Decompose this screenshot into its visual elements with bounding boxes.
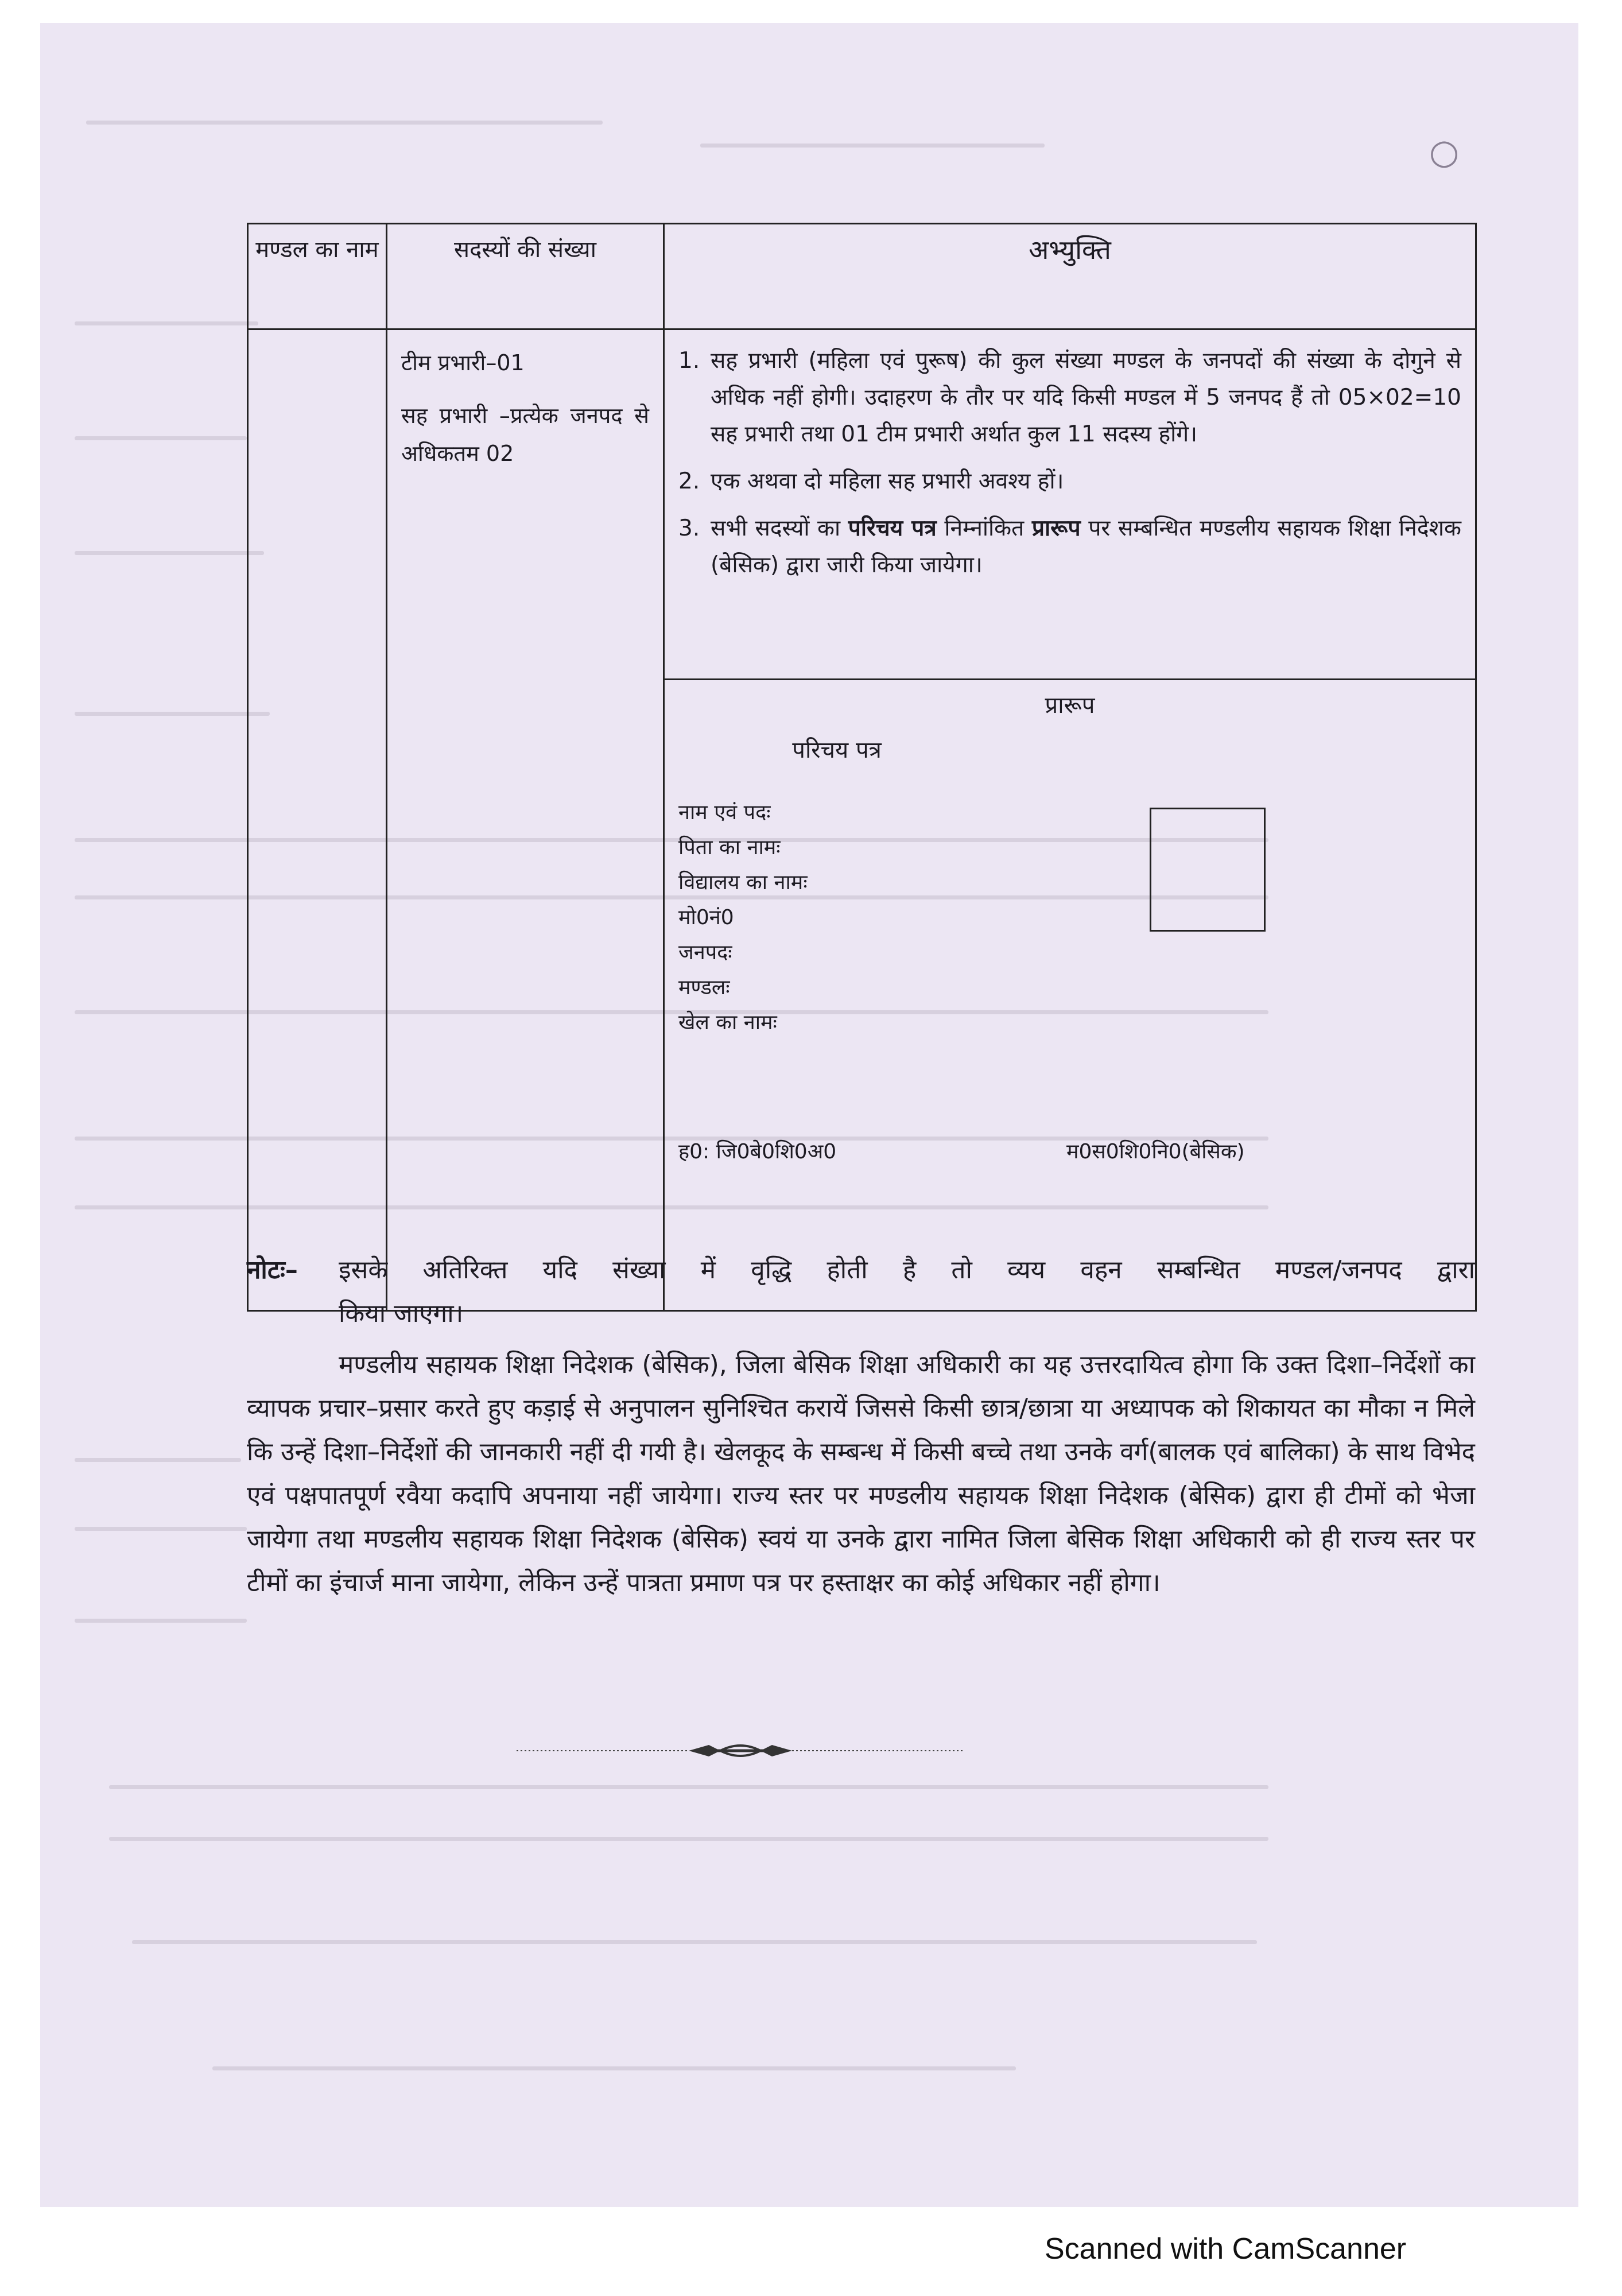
- remark-number: 2.: [678, 468, 700, 494]
- note-line-2: किया जाएगा।: [339, 1299, 464, 1328]
- note-label: नोटः–: [247, 1255, 298, 1285]
- table-header-row: [248, 224, 1476, 329]
- field-sport-name: खेल का नामः: [678, 1011, 777, 1034]
- ornamental-divider: [517, 1739, 964, 1762]
- field-school-name: विद्यालय का नामः: [678, 871, 808, 894]
- signature-director: म0स0शि0नि0(बेसिक): [1066, 1140, 1245, 1163]
- bleed-line: [75, 436, 247, 440]
- remark-text: सभी सदस्यों का परिचय पत्र निम्नांकित प्रारूप पर सम्बन्धित मण्डलीय सहायक शिक्षा निदेशक (बेसिक) द्वारा जारी किया जायेगा।: [711, 515, 1461, 578]
- table-body-row: [248, 329, 1476, 1311]
- note-line-1: इसके अतिरिक्त यदि संख्या में वृद्धि होती है तो व्यय वहन सम्बन्धित मण्डल/जनपद द्वारा: [339, 1255, 1475, 1285]
- bleed-line: [75, 1619, 247, 1623]
- remark-item: [678, 510, 1461, 584]
- remark-item: [678, 463, 1461, 500]
- members-table: [247, 223, 1477, 1312]
- team-incharge-text: टीम प्रभारी–01: [401, 350, 525, 375]
- camscanner-watermark: Scanned with CamScanner: [1045, 2232, 1407, 2266]
- bleed-line: [132, 1940, 1257, 1944]
- bleed-line: [109, 1837, 1268, 1841]
- remark-item: [678, 343, 1461, 453]
- field-name-designation: नाम एवं पदः: [678, 801, 771, 824]
- bold-format: प्रारूप: [1031, 515, 1081, 541]
- remark-number: 3.: [678, 515, 700, 541]
- responsibility-paragraph: मण्डलीय सहायक शिक्षा निदेशक (बेसिक), जिला बेसिक शिक्षा अधिकारी का यह उत्तरदायित्व होगा कि उक्त दिशा–निर्देशों का व्यापक प्रचार–प्रसार करते हुए कड़ाई से अनुपालन सुनिश्चित करायें जिससे किसी छात्र/छात्रा या अध्यापक को शिकायत का मौका न मिले कि उन्हें दिशा–निर्देशों की जानकारी नहीं दी गयी है। खेलकूद के सम्बन्ध में किसी बच्चे तथा उनके वर्ग(बालक एवं बालिका) के साथ विभेद एवं पक्षपातपूर्ण रवैया कदापि अपनाया नहीं जायेगा। राज्य स्तर पर मण्डलीय सहायक शिक्षा निदेशक (बेसिक) द्वारा ही टीमों को भेजा जायेगा तथा मण्डलीय सहायक शिक्षा निदेशक (बेसिक) स्वयं या उनके द्वारा नामित जिला बेसिक शिक्षा अधिकारी को ही राज्य स्तर पर टीमों का इंचार्ज माना जायेगा, लेकिन उन्हें पात्रता प्रमाण पत्र पर हस्ताक्षर का कोई अधिकार नहीं होगा।: [247, 1350, 1475, 1597]
- remark-text: एक अथवा दो महिला सह प्रभारी अवश्य हों।: [711, 468, 1064, 494]
- mandal-name-cell: [248, 329, 387, 1311]
- format-title: प्रारूप: [1045, 692, 1095, 719]
- bleed-line: [75, 551, 264, 555]
- bleed-line: [212, 2066, 1016, 2070]
- note-block: [247, 1248, 1475, 1336]
- bold-id-card: परिचय पत्र: [848, 515, 937, 541]
- bleed-line: [700, 144, 1045, 148]
- bleed-line: [75, 712, 270, 716]
- photo-box: [1150, 808, 1266, 932]
- remark-text: सह प्रभारी (महिला एवं पुरूष) की कुल संख्या मण्डल के जनपदों की संख्या के दोगुने से अधिक नहीं होगी। उदाहरण के तौर पर यदि किसी मण्डल में 5 जनपद हैं तो 05×02=10 सह प्रभारी तथा 01 टीम प्रभारी अर्थात कुल 11 सदस्य होंगे।: [711, 348, 1461, 447]
- signature-bsa: ह0: जि0बे0शि0अ0: [678, 1140, 837, 1163]
- remarks-cell: [664, 329, 1476, 1311]
- header-mandal-name: मण्डल का नाम: [248, 224, 387, 329]
- field-mobile: मो0नं0: [678, 906, 734, 929]
- format-fields: [678, 795, 808, 1040]
- bleed-line: [75, 1458, 241, 1462]
- bleed-line: [109, 1785, 1268, 1789]
- remark-number: 1.: [678, 348, 700, 374]
- field-mandal: मण्डलः: [678, 976, 730, 999]
- id-card-format: [665, 680, 1475, 1310]
- bleed-line: [75, 321, 258, 325]
- bleed-line: [86, 121, 603, 125]
- format-subtitle: परिचय पत्र: [792, 737, 882, 763]
- header-member-count: सदस्यों की संख्या: [387, 224, 664, 329]
- corner-circle-mark: ○: [1429, 132, 1460, 172]
- field-father-name: पिता का नामः: [678, 836, 781, 859]
- remarks-list: [665, 330, 1475, 680]
- bleed-line: [75, 1527, 247, 1531]
- field-district: जनपदः: [678, 941, 732, 964]
- member-count-cell: [387, 329, 664, 1311]
- co-incharge-text: सह प्रभारी –प्रत्येक जनपद से अधिकतम 02: [401, 403, 649, 466]
- header-remarks: अभ्युक्ति: [664, 224, 1476, 329]
